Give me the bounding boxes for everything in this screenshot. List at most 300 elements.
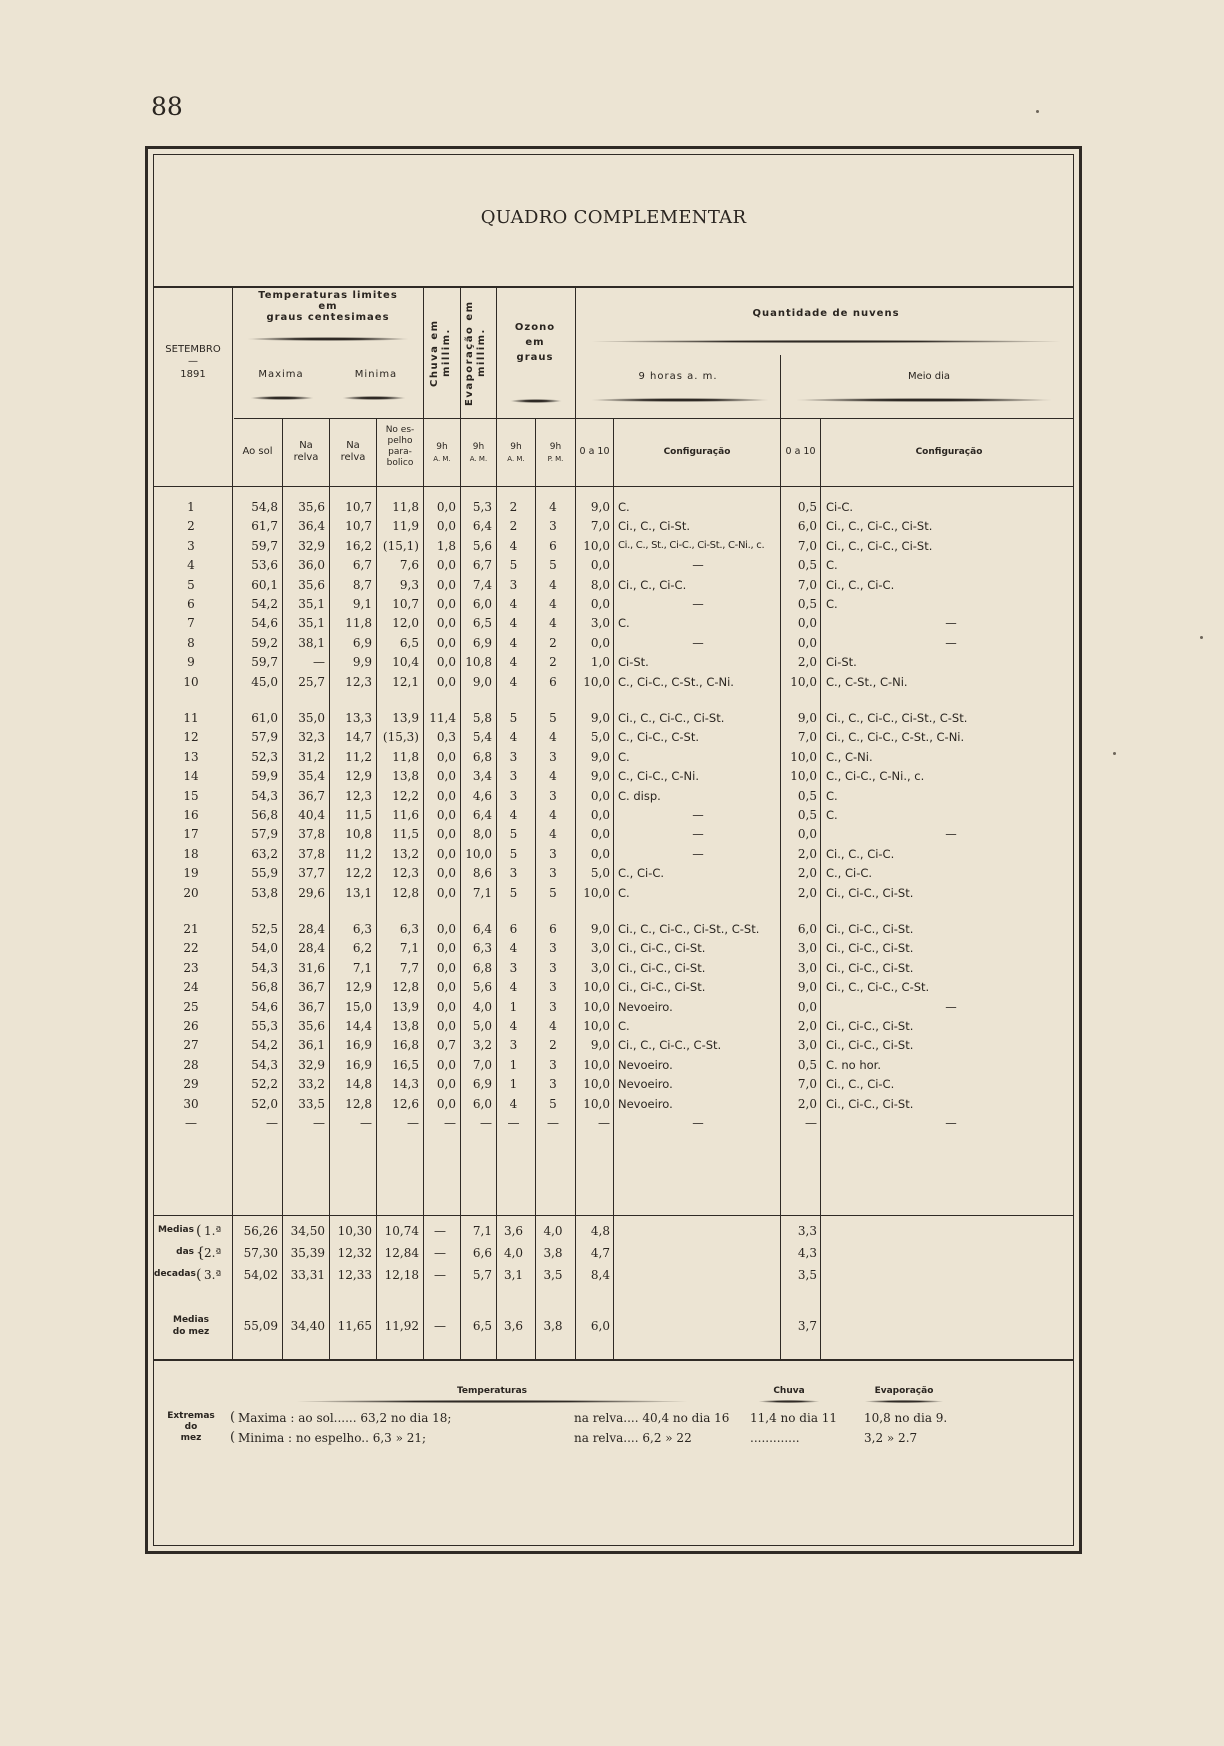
cell-day: 21 [183,922,199,936]
cell-config-meio-dia: — [945,635,957,650]
cell-espelho: 7,6 [399,558,419,573]
cell-relva-min: 13,1 [345,885,372,900]
cell-ao-sol: 59,7 [251,538,278,553]
cell-evaporacao: 4,0 [472,999,492,1014]
cell-ozono-pm: 4 [549,808,557,822]
cell-nuvens-9am: 0,0 [590,827,610,842]
cell-evaporacao: 10,8 [465,655,492,670]
cell-config-meio-dia: C. [826,808,838,822]
cell-evaporacao: 5,6 [472,980,492,995]
cell-relva-max: 33,2 [298,1077,325,1092]
cell-config-9am: Nevoeiro. [618,1096,673,1111]
decade-cell-relva-min: 12,33 [337,1268,372,1282]
cell-nuvens-meio-dia: 0,5 [797,788,817,803]
decade-cell-nuvens-9am: 4,7 [590,1246,610,1260]
cell-ao-sol: 57,9 [251,730,278,745]
cell-day: 27 [183,1038,199,1053]
cell-chuva: 0,0 [436,519,456,534]
decade-cell-ao-sol: 57,30 [243,1246,278,1260]
cell-evaporacao: 6,3 [472,941,492,956]
cell-ao-sol: 54,2 [251,597,278,611]
header-swash [864,1400,944,1403]
cell-config-9am: — [692,827,704,842]
cell-relva-min: 14,7 [345,730,372,745]
cell-ozono-pm: 4 [549,1019,557,1033]
cell-config-meio-dia: Ci., Ci-C., Ci-St. [826,1096,914,1111]
cell-ozono-pm: 3 [549,1077,557,1092]
month-mean-cell-relva-max: 34,40 [290,1319,325,1333]
cell-relva-max: 35,6 [298,1019,325,1033]
cell-espelho: 16,8 [392,1038,419,1053]
cell-ozono-pm: 3 [549,519,557,534]
cell-ozono-am: 5 [509,558,518,573]
decade-cell-ao-sol: 56,26 [243,1224,278,1238]
cell-chuva: 0,0 [436,941,456,956]
cell-relva-min: 11,2 [345,749,372,764]
cell-ao-sol: 57,9 [251,827,278,842]
cell-day: 9 [187,655,195,670]
cell-ao-sol: 56,8 [251,808,278,822]
cell-day: 14 [183,769,199,784]
cell-config-9am: Ci., C., Ci-St. [618,519,691,534]
cell-ozono-am: 3 [509,1038,518,1053]
extremes-brace-2: ( [230,1430,236,1445]
cell-ao-sol: 60,1 [251,577,278,592]
cell-relva-max: — [313,655,325,670]
cell-espelho: 6,5 [399,635,419,650]
cell-relva-min: 6,7 [352,558,372,573]
cell-espelho: 11,9 [392,519,419,534]
decade-cell-relva-min: 12,32 [337,1246,372,1260]
cell-ozono-am: 2 [509,500,518,514]
cell-relva-min: 9,9 [352,655,372,670]
cell-nuvens-meio-dia: 6,0 [797,922,817,936]
cell-relva-min: 12,3 [345,674,372,689]
cell-espelho: 13,8 [392,769,419,784]
cell-chuva: 0,0 [436,866,456,881]
cell-nuvens-9am: 3,0 [590,960,610,975]
cell-nuvens-meio-dia: 3,0 [797,941,817,956]
na-relva-min-1: Na [346,440,360,451]
cell-day: 13 [183,749,199,764]
cell-nuvens-meio-dia: 10,0 [790,749,817,764]
cell-ao-sol: 54,6 [251,999,278,1014]
nove-am-header: 9 horas a. m. [638,371,718,382]
cell-relva-max: 35,1 [298,597,325,611]
espelho-4: bolico [386,458,414,468]
cell-espelho: 13,9 [392,999,419,1014]
cell-chuva: 0,0 [436,1057,456,1072]
cell-espelho: — [407,1116,419,1130]
cell-ozono-am: 4 [509,941,518,956]
cell-relva-min: 10,7 [345,519,372,534]
cell-day: 29 [183,1077,199,1092]
cell-relva-min: 14,8 [345,1077,372,1092]
evap-9am-1: 9h [472,442,485,452]
minima-header: Minima [354,369,398,380]
temp-group-header-2: em [318,301,338,312]
cell-nuvens-meio-dia: 7,0 [797,538,817,553]
cell-espelho: 12,3 [392,866,419,881]
extremes-min-a: Minima : no espelho.. 6,3 » 21; [238,1431,427,1445]
cell-ao-sol: 56,8 [251,980,278,995]
cell-evaporacao: 5,4 [472,730,492,745]
cell-day: 20 [183,885,199,900]
cell-config-meio-dia: Ci., Ci-C., Ci-St. [826,922,914,936]
cell-config-9am: Ci., Ci-C., Ci-St. [618,960,706,975]
decade-cell-nuvens-meio-dia: 4,3 [797,1246,817,1260]
speck [1200,636,1203,639]
na-relva-max-2: relva [293,452,319,463]
cell-espelho: 12,8 [392,885,419,900]
cell-ozono-pm: 3 [549,999,557,1014]
cell-relva-max: 36,7 [298,980,325,995]
cell-evaporacao: 4,6 [472,788,492,803]
month-mean-cell-nuvens-9am: 6,0 [590,1319,610,1333]
cell-day: 15 [183,788,199,803]
cell-relva-max: 36,7 [298,999,325,1014]
cell-ozono-pm: 5 [549,885,557,900]
decade-num-1: 1.ª [204,1224,222,1238]
cell-ozono-pm: 6 [549,674,557,689]
cell-relva-max: 36,0 [298,558,325,573]
cell-espelho: 7,7 [399,960,419,975]
cell-ozono-pm: 3 [549,980,557,995]
cell-relva-max: 31,2 [298,749,325,764]
ozono-9am-1: 9h [510,442,522,452]
decade-cell-relva-min: 10,30 [337,1224,372,1238]
cell-config-meio-dia: C., Ci-C., C-Ni., c. [826,769,925,784]
cell-ozono-am: 4 [509,655,518,670]
maxima-header: Maxima [258,369,304,380]
cell-day: 11 [183,711,199,725]
cell-ozono-am: 4 [509,674,518,689]
cell-config-9am: Nevoeiro. [618,1077,673,1092]
decade-cell-chuva: — [434,1268,446,1282]
cell-chuva: 0,0 [436,749,456,764]
cell-relva-min: 10,7 [345,500,372,514]
month-mean-cell-chuva: — [434,1319,446,1333]
cell-ao-sol: 55,3 [251,1019,278,1033]
cell-nuvens-9am: 0,0 [590,846,610,861]
cell-relva-max: 29,6 [298,885,325,900]
cell-nuvens-meio-dia: 3,0 [797,1038,817,1053]
cell-chuva: 0,0 [436,922,456,936]
cell-nuvens-meio-dia: 2,0 [797,1019,817,1033]
cell-nuvens-9am: 9,0 [590,922,610,936]
cell-nuvens-meio-dia: 3,0 [797,960,817,975]
cell-evaporacao: 6,4 [472,922,492,936]
cell-relva-min: 11,8 [345,616,372,631]
cell-ao-sol: 54,2 [251,1038,278,1053]
year-label: 1891 [180,369,206,380]
cell-evaporacao: 6,5 [472,616,492,631]
cell-ozono-am: 3 [509,960,518,975]
cell-espelho: 13,8 [392,1019,419,1033]
cell-relva-max: 35,0 [298,711,325,725]
cell-nuvens-meio-dia: 10,0 [790,674,817,689]
cell-ozono-pm: 3 [549,866,557,881]
cell-config-9am: C. [618,749,630,764]
cell-nuvens-9am: 5,0 [590,730,610,745]
cell-chuva: 0,0 [436,980,456,995]
cell-nuvens-9am: 10,0 [583,1057,610,1072]
cell-nuvens-meio-dia: 0,0 [797,635,817,650]
cell-chuva: — [444,1116,456,1130]
cell-ozono-pm: 5 [549,1096,557,1111]
cell-ao-sol: 54,6 [251,616,278,631]
cell-relva-min: 14,4 [345,1019,372,1033]
cell-relva-max: 37,7 [298,866,325,881]
cell-chuva: 0,0 [436,846,456,861]
ozono-9am-2: A. M. [507,455,525,463]
cell-relva-max: 32,9 [298,538,325,553]
extremes-min-evap: 3,2 » 2.7 [864,1431,918,1445]
month-mean-cell-evaporacao: 6,5 [472,1319,492,1333]
cell-relva-min: 6,9 [352,635,372,650]
espelho-2: pelho [387,436,413,446]
cell-chuva: 0,7 [436,1038,456,1053]
ao-sol-header: Ao sol [242,446,273,457]
cell-evaporacao: 6,4 [472,519,492,534]
cell-config-meio-dia: — [945,999,957,1014]
cell-ao-sol: — [266,1116,278,1130]
cell-ao-sol: 55,9 [251,866,278,881]
cell-ao-sol: 45,0 [251,674,278,689]
cell-nuvens-9am: 0,0 [590,635,610,650]
evap-9am-2: A. M. [469,455,488,463]
cell-espelho: (15,3) [382,730,419,745]
cell-espelho: 13,9 [392,711,419,725]
cell-relva-max: 28,4 [298,941,325,956]
cell-ozono-pm: 5 [549,558,557,573]
cell-ozono-am: 4 [509,616,518,631]
cell-ao-sol: 54,3 [251,788,278,803]
cell-config-9am: C. [618,616,630,631]
cell-nuvens-9am: 3,0 [590,616,610,631]
cell-relva-max: 40,4 [298,808,325,822]
cell-nuvens-meio-dia: 10,0 [790,769,817,784]
cell-espelho: 6,3 [399,922,419,936]
cell-relva-min: 7,1 [352,960,372,975]
cell-config-meio-dia: Ci., C., Ci-C., Ci-St. [826,538,933,553]
cell-ozono-pm: 2 [549,1038,557,1053]
cell-ozono-pm: 4 [549,730,557,745]
cell-espelho: 12,8 [392,980,419,995]
cell-relva-min: 9,1 [352,597,372,611]
cell-config-9am: — [692,558,704,573]
cell-ao-sol: 61,7 [251,519,278,534]
cell-nuvens-meio-dia: 0,0 [797,616,817,631]
cell-config-meio-dia: Ci., Ci-C., Ci-St. [826,941,914,956]
decade-cell-ozono-am: 3,1 [503,1268,524,1282]
cell-nuvens-9am: 0,0 [590,558,610,573]
cell-espelho: 14,3 [392,1077,419,1092]
cell-nuvens-meio-dia: 7,0 [797,1077,817,1092]
cell-nuvens-meio-dia: 0,5 [797,808,817,822]
cell-chuva: 11,4 [429,711,456,725]
cell-nuvens-meio-dia: 0,0 [797,827,817,842]
cell-chuva: 1,8 [436,538,456,553]
month-dash: — [188,356,198,367]
month-mean-row [154,155,1073,1545]
header-swash [758,1400,820,1403]
extremes-max-a: Maxima : ao sol...... 63,2 no dia 18; [238,1411,452,1425]
cell-relva-max: 35,6 [298,500,325,514]
cell-ozono-am: 3 [509,749,518,764]
chuva-9am-2: A. M. [433,455,451,463]
cell-config-9am: C., Ci-C., C-St. [618,730,700,745]
cell-config-9am: — [692,808,704,822]
cell-relva-min: 11,5 [345,808,372,822]
cell-ozono-pm: 2 [549,655,557,670]
chuva-header: Chuva em millim. [429,319,452,387]
cell-chuva: 0,0 [436,1096,456,1111]
cell-nuvens-meio-dia: 2,0 [797,885,817,900]
cell-config-9am: Nevoeiro. [618,1057,673,1072]
na-relva-max-1: Na [299,440,313,451]
scale-2-header: 0 a 10 [785,446,816,457]
cell-day: 1 [187,500,195,514]
month-mean-cell-relva-min: 11,65 [337,1319,372,1333]
cell-relva-max: — [313,1116,325,1130]
cell-nuvens-meio-dia: 2,0 [797,1096,817,1111]
cell-config-meio-dia: Ci., Ci-C., Ci-St. [826,1019,914,1033]
config-2-header: Configuração [915,447,983,457]
cell-ao-sol: 59,2 [251,635,278,650]
cell-evaporacao: 6,9 [472,635,492,650]
cell-ozono-pm: 3 [549,1057,557,1072]
decade-label-2: das [176,1247,194,1257]
month-label: SETEMBRO [165,344,221,355]
cell-chuva: 0,0 [436,1077,456,1092]
cell-nuvens-meio-dia: 0,5 [797,597,817,611]
ozono-9pm-1: 9h [549,442,562,452]
cell-nuvens-meio-dia: — [805,1116,817,1130]
month-mean-cell-espelho: 11,92 [384,1319,419,1333]
cell-nuvens-9am: 1,0 [590,655,610,670]
cell-evaporacao: 10,0 [465,846,492,861]
cell-relva-max: 35,4 [298,769,325,784]
scale-1-header: 0 a 10 [579,446,610,457]
cell-config-9am: Ci., C., Ci-C. [618,577,687,592]
cell-ao-sol: 54,0 [251,941,278,956]
cell-espelho: 10,4 [392,655,419,670]
cell-nuvens-9am: 7,0 [590,519,610,534]
cell-day: 3 [187,538,195,553]
cell-config-9am: — [692,597,704,611]
table-title: QUADRO COMPLEMENTAR [480,207,747,228]
decade-cell-nuvens-9am: 4,8 [590,1224,610,1238]
cell-ozono-am: 5 [509,711,518,725]
cell-evaporacao: 8,6 [472,866,492,881]
cell-chuva: 0,0 [436,558,456,573]
cell-evaporacao: 6,0 [472,597,492,611]
cell-ozono-am: 3 [509,577,518,592]
cell-nuvens-9am: 8,0 [590,577,610,592]
ozono-header-1: Ozono [514,322,556,333]
evaporacao-header: Evaporação em millim. [464,300,487,406]
cell-chuva: 0,0 [436,808,456,822]
extremes-temp-header: Temperaturas [456,1386,528,1396]
cell-day: 26 [183,1019,199,1033]
cell-espelho: 16,5 [392,1057,419,1072]
decade-label-3: decadas [154,1269,196,1279]
temp-group-header-1: Temperaturas limites [258,290,398,301]
cell-relva-max: 35,6 [298,577,325,592]
cell-day: 16 [183,808,199,822]
cell-nuvens-meio-dia: 0,5 [797,1057,817,1072]
cell-relva-max: 36,1 [298,1038,325,1053]
cell-config-9am: C., Ci-C. [618,866,665,881]
cell-relva-max: 38,1 [298,635,325,650]
cell-ozono-am: 4 [509,808,518,822]
cell-ozono-pm: 3 [549,788,557,803]
cell-relva-min: 11,2 [345,846,372,861]
cell-ozono-pm: 4 [549,827,557,842]
brace-3: ( [196,1267,202,1283]
cell-config-meio-dia: — [945,1116,957,1130]
cell-nuvens-9am: 9,0 [590,711,610,725]
speck [1113,752,1116,755]
cell-relva-min: 12,2 [345,866,372,881]
page-number: 88 [151,92,183,121]
cell-relva-max: 37,8 [298,846,325,861]
cell-config-9am: C. [618,500,630,514]
cell-nuvens-9am: 3,0 [590,941,610,956]
cell-day: 28 [183,1057,199,1072]
cell-config-meio-dia: Ci., C., Ci-C., C-St. [826,980,930,995]
cell-day: 18 [183,846,199,861]
cell-config-meio-dia: Ci., C., Ci-C. [826,1077,895,1092]
cell-ao-sol: 54,3 [251,960,278,975]
cell-nuvens-meio-dia: 7,0 [797,577,817,592]
cell-chuva: 0,0 [436,788,456,803]
cell-espelho: 12,2 [392,788,419,803]
cell-ozono-pm: — [547,1116,559,1130]
cell-ao-sol: 61,0 [251,711,278,725]
cell-chuva: 0,0 [436,597,456,611]
cell-chuva: 0,0 [436,616,456,631]
cell-ozono-am: 3 [509,866,518,881]
cell-relva-min: 13,3 [345,711,372,725]
cell-espelho: 12,0 [392,616,419,631]
cell-chuva: 0,3 [436,730,456,745]
cell-day: 10 [183,674,199,689]
decade-cell-chuva: — [434,1246,446,1260]
cell-relva-min: 16,9 [345,1057,372,1072]
cell-ao-sol: 52,3 [251,749,278,764]
cell-nuvens-meio-dia: 0,0 [797,999,817,1014]
cell-espelho: 9,3 [399,577,419,592]
decade-cell-espelho: 12,84 [384,1246,419,1260]
cell-config-meio-dia: C., C-St., C-Ni. [826,674,908,689]
cell-config-9am: — [692,635,704,650]
cell-evaporacao: 9,0 [472,674,492,689]
cell-ozono-am: 4 [509,730,518,745]
cell-nuvens-9am: 0,0 [590,788,610,803]
cell-config-9am: C. [618,1019,630,1033]
decade-cell-ozono-am: 4,0 [503,1246,524,1260]
brace-1: ( [196,1223,202,1239]
ozono-9pm-2: P. M. [547,455,564,463]
decade-cell-nuvens-meio-dia: 3,5 [797,1268,817,1282]
cell-espelho: 11,8 [392,500,419,514]
cell-config-meio-dia: Ci., C., Ci-C. [826,577,895,592]
cell-day: 19 [183,866,199,881]
cell-nuvens-9am: 0,0 [590,808,610,822]
extremes-brace-1: ( [230,1410,236,1425]
